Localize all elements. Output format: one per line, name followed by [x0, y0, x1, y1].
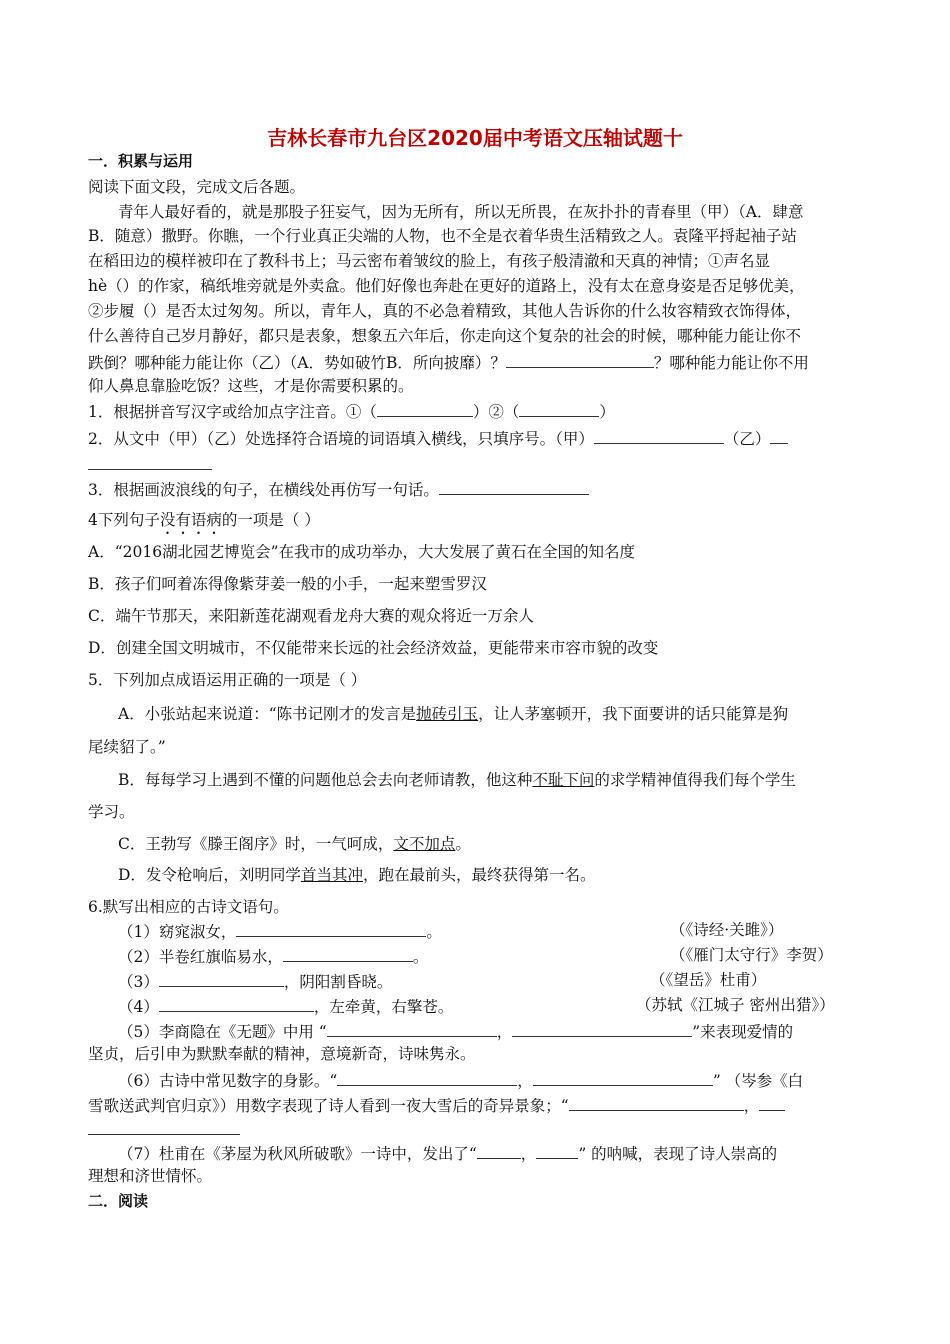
- q6-item-1: [118, 919, 898, 943]
- q5-a-text: A．小张站起来说道：“陈书记刚才的发言是: [118, 705, 417, 723]
- q6-item-text: （4）: [118, 998, 159, 1016]
- q2-blank-yi[interactable]: [770, 426, 788, 444]
- q2-blank-continued: [88, 452, 212, 476]
- q5-b-text: B．每每学习上遇到不懂的问题他总会去向老师请教，他这种: [118, 771, 533, 789]
- q6-item-text-post: 。: [426, 923, 442, 941]
- q1-label-c: ）: [599, 403, 615, 421]
- question-6: 6.默写出相应的古诗文语句。: [88, 898, 289, 916]
- q6-5-text-post: ”来表现爱情的: [692, 1023, 794, 1041]
- q6-item-text-post: ，左牵黄，右擎苍。: [313, 998, 454, 1016]
- q6-5-text: （5）李商隐在《无题》中用 “: [118, 1023, 327, 1041]
- imitation-blank[interactable]: [506, 350, 654, 368]
- q5-b-idiom: 不耻下问: [532, 771, 595, 789]
- q6-6-text: （6）古诗中常见数字的身影。“: [118, 1072, 338, 1090]
- q6-6-blank-3[interactable]: [569, 1093, 744, 1111]
- q5-c-text-post: 。: [455, 835, 471, 853]
- q6-item-5-cont: 坚贞，后引申为默默奉献的精神，意境新奇，诗味隽永。: [88, 1045, 476, 1063]
- q6-6-blank-2[interactable]: [533, 1068, 713, 1086]
- q6-7-blank-1[interactable]: [477, 1141, 521, 1159]
- q6-6-comma: ，: [517, 1072, 533, 1090]
- q4-dotted-text: 没有语病: [159, 511, 222, 529]
- q4-text-pre: 4下列句子: [88, 511, 160, 529]
- q5-d-text-post: ，跑在最前头，最终获得第一名。: [362, 866, 596, 884]
- q6-1-blank[interactable]: [236, 919, 426, 937]
- q6-4-blank[interactable]: [159, 994, 314, 1012]
- q4-option-a[interactable]: A．“2016湖北园艺博览会”在我市的成功举办，大大发展了黄石在全国的知名度: [88, 543, 635, 561]
- q6-item-source: （苏轼《江城子 密州出猎》）: [636, 996, 835, 1014]
- q5-c-text: C．王勃写《滕王阁序》时，一气呵成，: [118, 835, 394, 853]
- q6-item-source: （《雁门太守行》李贺）: [670, 946, 833, 964]
- question-1-text: 1．根据拼音写汉字或给加点字注音。: [88, 403, 346, 421]
- q6-item-2: [118, 944, 898, 968]
- q2-blank-yi-cont[interactable]: [88, 452, 212, 470]
- q5-option-a-cont: 尾续貂了。”: [88, 738, 166, 756]
- q6-6-blank-4-cont[interactable]: [88, 1117, 240, 1135]
- q6-item-text: （1）窈窕淑女，: [118, 923, 237, 941]
- passage-line: 仰人鼻息靠脸吃饭？这些，才是你需要积累的。: [88, 377, 414, 395]
- question-1: [88, 399, 615, 423]
- q6-item-5: [118, 1019, 793, 1043]
- q6-item-6-cont: [88, 1093, 785, 1117]
- q5-option-b[interactable]: [118, 769, 796, 791]
- q6-3-blank[interactable]: [159, 969, 284, 987]
- passage-line: B．随意）撒野。你瞧，一个行业真正尖端的人物，也不全是衣着华贵生活精致之人。袁隆平捋起袖子站: [88, 227, 797, 245]
- q5-d-text: D．发令枪响后，刘明同学: [118, 866, 301, 884]
- question-2-text: 2．从文中（甲）（乙）处选择符合语境的词语填入横线，只填序号。（甲）: [88, 430, 594, 448]
- q2-blank-jia[interactable]: [594, 426, 724, 444]
- q6-item-text-post: 。: [412, 948, 429, 966]
- q5-option-b-cont: 学习。: [88, 803, 135, 821]
- q6-item-source: （《诗经·关雎》）: [670, 921, 784, 939]
- q6-5-blank-1[interactable]: [327, 1019, 497, 1037]
- q6-item-7-cont: 理想和济世情怀。: [88, 1167, 213, 1185]
- q5-option-c[interactable]: [118, 833, 471, 855]
- q5-a-idiom: 抛砖引玉: [416, 705, 479, 723]
- question-3-text: 3．根据画波浪线的句子，在横线处再仿写一句话。: [88, 481, 439, 499]
- q6-item-source: （《望岳》杜甫）: [650, 971, 767, 989]
- q6-7-text: （7）杜甫在《茅屋为秋风所破歌》一诗中，发出了“: [118, 1145, 477, 1163]
- passage-line-text: 跌倒？哪种能力能让你（乙）（A．势如破竹B．所向披靡）？: [88, 354, 506, 372]
- passage-line: 青年人最好看的，就是那股子狂妄气，因为无所有，所以无所畏，在灰扑扑的青春里（甲）（A．肆意: [118, 203, 804, 221]
- question-5: 5．下列加点成语运用正确的一项是（ ）: [88, 671, 367, 689]
- q4-option-b[interactable]: B．孩子们呵着冻得像紫芽姜一般的小手，一起来塑雪罗汉: [88, 575, 487, 593]
- q6-5-comma: ，: [496, 1023, 513, 1041]
- section-heading-2: 二．阅读: [88, 1192, 149, 1210]
- q6-item-4: [118, 994, 898, 1018]
- q6-item-text-post: ，阴阳割昏晓。: [283, 973, 393, 991]
- question-3: [88, 477, 589, 501]
- q1-answer-blank-2[interactable]: [519, 399, 599, 417]
- passage-line: hè（）的作家，稿纸堆旁就是外卖盒。他们好像也奔赴在更好的道路上，没有太在意身姿是否足够优美，: [88, 277, 805, 295]
- q6-7-text-post: ” 的呐喊，表现了诗人崇高的: [578, 1145, 778, 1163]
- page-title: 吉林长春市九台区2020届中考语文压轴试题十: [267, 126, 683, 150]
- q1-label-a: ①（: [345, 403, 377, 421]
- q6-6-text-post: ” （岑参《白: [712, 1072, 804, 1090]
- q6-2-blank[interactable]: [283, 944, 413, 962]
- q6-7-comma: ，: [520, 1145, 537, 1163]
- q6-item-7: [118, 1141, 777, 1165]
- q4-option-c[interactable]: C．端午节那天，来阳新莲花湖观看龙舟大赛的观众将近一万余人: [88, 607, 534, 625]
- passage-line-tail: ？哪种能力能让你不用: [653, 354, 809, 372]
- q5-c-idiom: 文不加点: [393, 835, 456, 853]
- passage-line: ②步履（）是否太过匆匆。所以，青年人，真的不必急着精致，其他人告诉你的什么妆容精致衣饰得体，: [88, 302, 802, 320]
- q6-6-cont-text: 雪歌送武判官归京》）用数字表现了诗人看到一夜大雪后的奇异景象；“: [88, 1097, 569, 1115]
- q2-label-yi: （乙）: [723, 430, 771, 448]
- q6-6-blank-1[interactable]: [337, 1068, 517, 1086]
- q5-a-text-post: ，让人茅塞顿开，我下面要讲的话只能算是狗: [478, 705, 789, 723]
- q6-item-text: （3）: [118, 973, 159, 991]
- q6-item-6-cont-2: [88, 1117, 240, 1141]
- q6-item-text: （2）半卷红旗临易水，: [118, 948, 283, 966]
- q6-5-blank-2[interactable]: [512, 1019, 692, 1037]
- passage-line: [88, 350, 809, 374]
- q5-b-text-post: 的求学精神值得我们每个学生: [594, 771, 796, 789]
- q5-option-a[interactable]: [118, 703, 788, 725]
- question-4: [88, 509, 320, 538]
- q5-option-d[interactable]: [118, 864, 595, 886]
- passage-line: 什么善待自己岁月静好，都只是表象，想象五六年后，你走向这个复杂的社会的时候，哪种能力能让你不: [88, 327, 802, 345]
- q6-item-6: [118, 1068, 803, 1092]
- q4-text-post: 的一项是（ ）: [221, 511, 320, 529]
- q1-answer-blank-1[interactable]: [377, 399, 473, 417]
- passage-line: 在稻田边的模样被印在了教科书上；马云密布着皱纹的脸上，有孩子般清澈和天真的神情；①声名显: [88, 252, 771, 270]
- q6-6-cont-comma: ，: [743, 1097, 760, 1115]
- q3-answer-blank[interactable]: [439, 477, 589, 495]
- q5-d-idiom: 首当其冲: [300, 866, 363, 884]
- intro-text: 阅读下面文段，完成文后各题。: [88, 178, 306, 196]
- q6-6-blank-4[interactable]: [759, 1093, 785, 1111]
- q6-item-3: [118, 969, 898, 993]
- q4-option-d[interactable]: D．创建全国文明城市，不仅能带来长远的社会经济效益，更能带来市容市貌的改变: [88, 639, 659, 657]
- q6-7-blank-2[interactable]: [536, 1141, 578, 1159]
- q1-label-b: ）②（: [472, 403, 520, 421]
- section-heading-1: 一．积累与运用: [88, 152, 194, 170]
- question-2: [88, 426, 788, 450]
